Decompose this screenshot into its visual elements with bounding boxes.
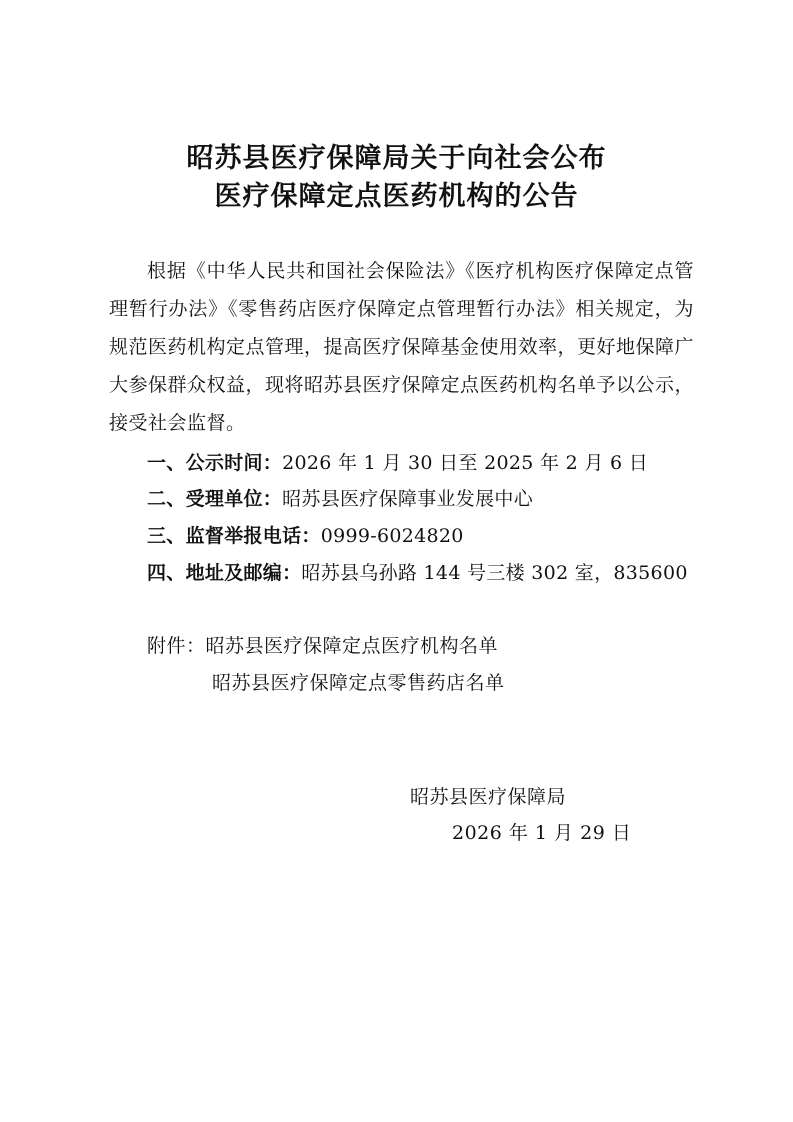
notice-title-line-2: 医疗保障定点医药机构的公告 bbox=[214, 181, 579, 212]
notice-body bbox=[109, 252, 694, 442]
item-label: 三、监督举报电话： bbox=[147, 525, 321, 547]
notice-title-line-1: 昭苏县医疗保障局关于向社会公布 bbox=[186, 143, 607, 174]
item-value: 0999-6024820 bbox=[320, 525, 464, 547]
item-label: 二、受理单位： bbox=[147, 488, 283, 510]
attachment-name: 昭苏县医疗保障定点零售药店名单 bbox=[212, 672, 505, 694]
attachment-prefix: 附件： bbox=[147, 635, 206, 657]
attachment-name: 昭苏县医疗保障定点医疗机构名单 bbox=[205, 635, 499, 657]
attachment-1 bbox=[147, 631, 498, 661]
body-paragraph: 根据《中华人民共和国社会保险法》《医疗机构医疗保障定点管理暂行办法》《零售药店医疗保障定点管理暂行办法》相关规定，为规范医药机构定点管理，提高医疗保障基金使用效率，更好地保障广大参保群众权益，现将昭苏县医疗保障定点医药机构名单予以公示，接受社会监督。 bbox=[109, 260, 695, 434]
item-value: 2026 年 1 月 30 日至 2025 年 2 月 6 日 bbox=[282, 452, 648, 474]
item-value: 昭苏县医疗保障事业发展中心 bbox=[282, 488, 534, 510]
signature-date: 2026 年 1 月 29 日 bbox=[452, 822, 632, 844]
item-value: 昭苏县乌孙路 144 号三楼 302 室，835600 bbox=[301, 562, 688, 584]
item-label: 四、地址及邮编： bbox=[147, 562, 302, 584]
item-address-postcode bbox=[147, 558, 688, 588]
signature-organization: 昭苏县医疗保障局 bbox=[410, 786, 567, 808]
item-publicity-period bbox=[147, 448, 648, 478]
item-label: 一、公示时间： bbox=[147, 452, 283, 474]
attachment-2 bbox=[212, 668, 505, 698]
item-report-phone bbox=[147, 521, 464, 551]
item-accepting-unit bbox=[147, 484, 533, 514]
